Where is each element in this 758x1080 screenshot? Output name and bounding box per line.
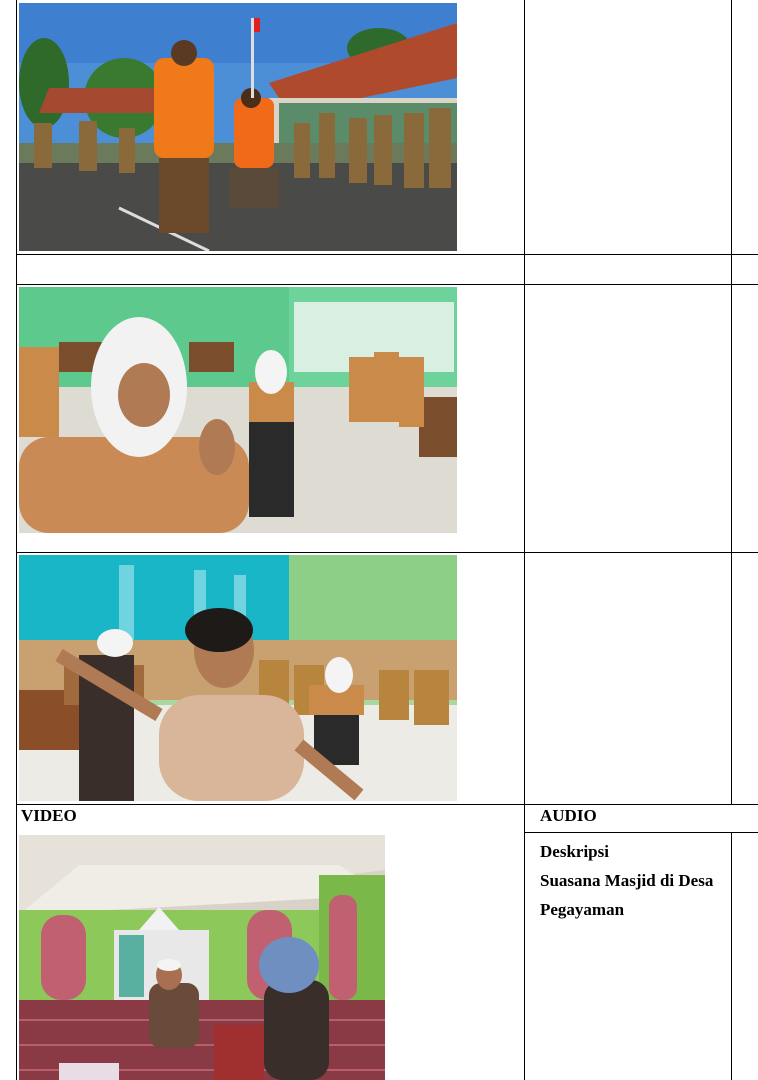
photo-teacher-dance (19, 555, 457, 801)
table-column-divider-3 (731, 832, 732, 1080)
audio-column-header: AUDIO (540, 806, 597, 825)
row-divider (16, 254, 758, 255)
table-border-left (16, 0, 17, 1080)
row-divider (16, 804, 758, 805)
row-divider (16, 552, 758, 553)
photo-classroom-dance (19, 287, 457, 533)
table-column-divider (524, 0, 525, 1080)
photo-mosque-interior (19, 835, 385, 1080)
video-column-header: VIDEO (21, 806, 77, 825)
description-label: Deskripsi (540, 842, 609, 861)
audio-description (540, 837, 725, 924)
row-divider (524, 832, 758, 833)
photo-schoolyard-game (19, 3, 457, 251)
table-column-divider-2 (731, 0, 732, 804)
description-text: Suasana Masjid di Desa Pegayaman (540, 871, 714, 919)
row-divider (16, 284, 758, 285)
